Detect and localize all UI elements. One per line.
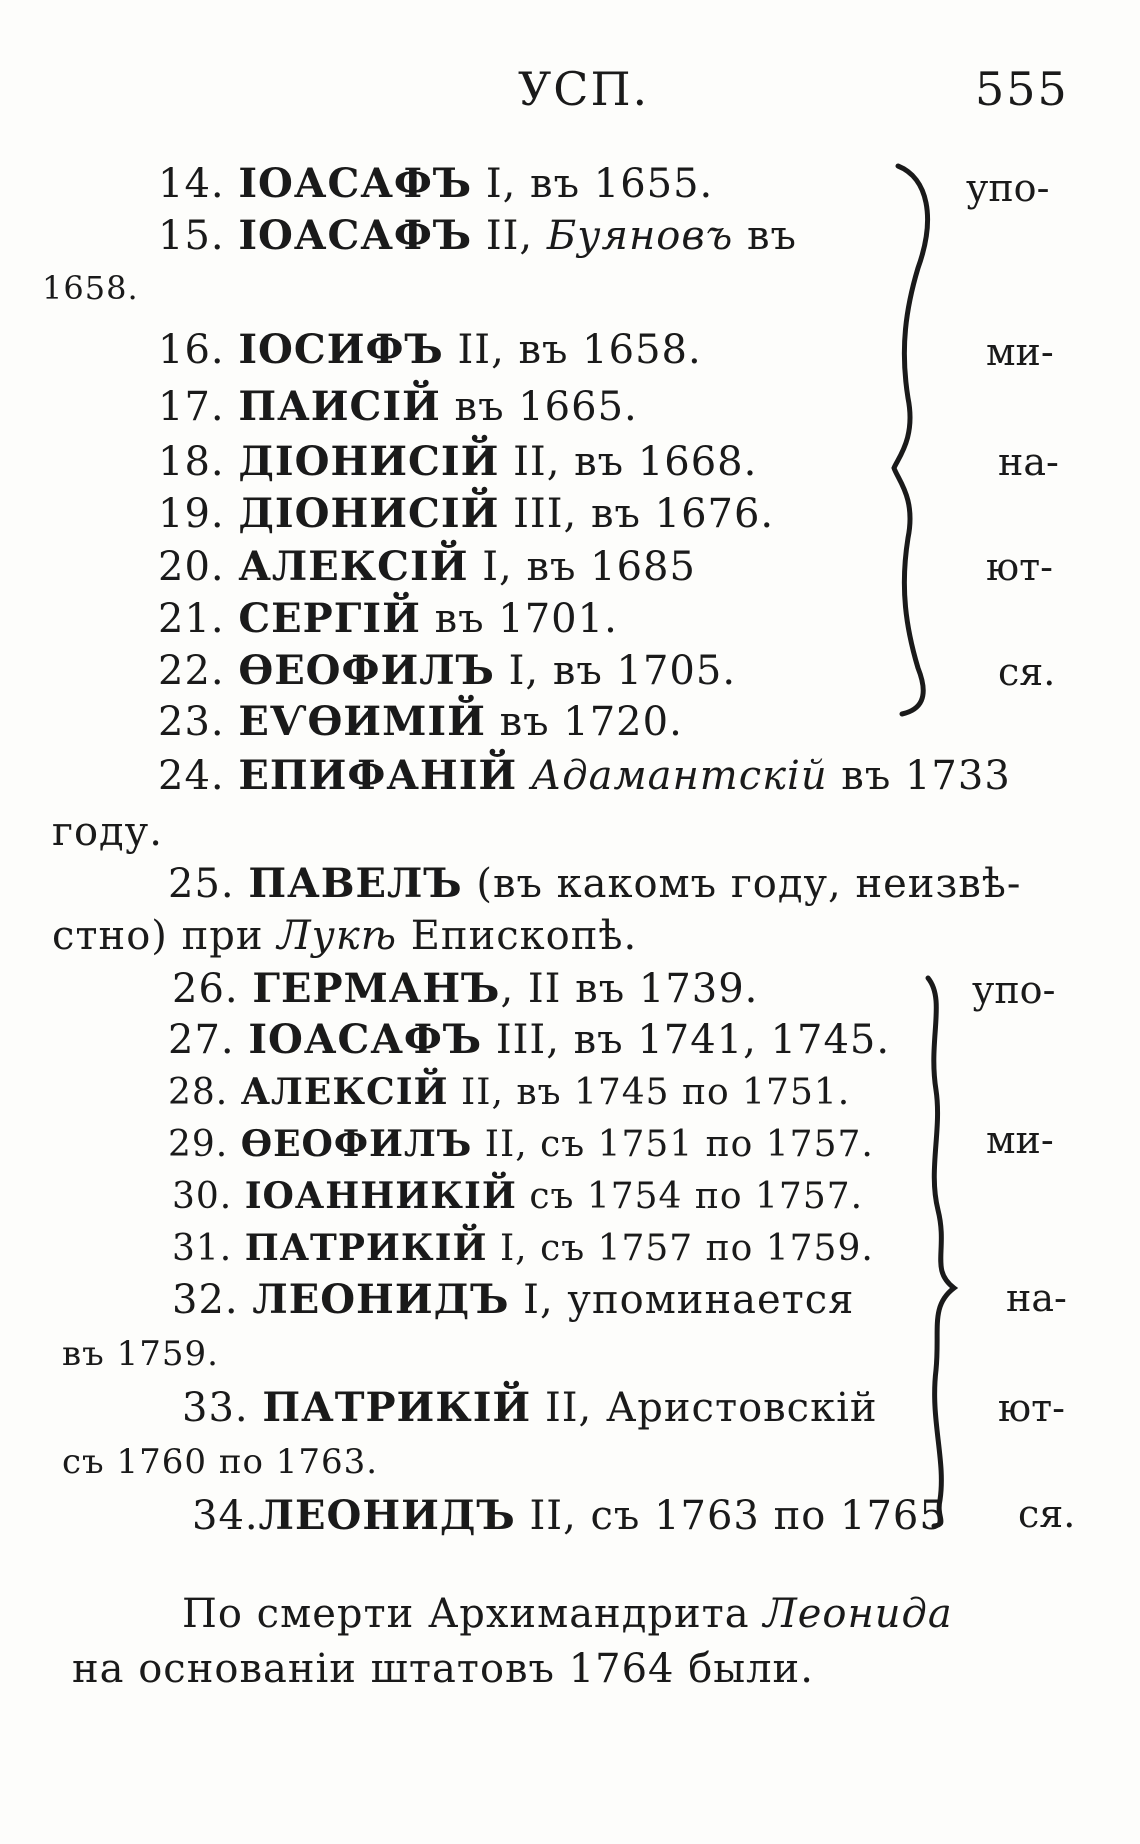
entry-text: I, въ 1705. [494,648,737,694]
continuation-text: Епископѣ. [397,913,638,959]
list-item [158,160,713,208]
curly-brace-group-1 [888,158,958,718]
list-item [168,1016,890,1064]
entry-name: ІОАСАФЪ [238,160,473,207]
entry-number: 24. [158,753,225,799]
entry-number: 20. [158,544,225,590]
entry-name: АЛЕКСІЙ [238,543,469,590]
entry-text: I, въ 1655. [472,161,714,207]
list-item [158,752,1011,800]
entry-text: въ 1665. [440,384,638,430]
entry-number: 32. [172,1277,239,1323]
list-item [158,698,683,746]
entry-continuation: въ 1759. [62,1334,219,1374]
entry-text: въ 1720. [485,699,683,745]
paragraph-text: По смерти Архимандрита [182,1591,764,1637]
entry-name: ІОАСАФЪ [238,212,473,259]
entry-number: 28. [168,1072,229,1113]
list-item [158,438,757,486]
entry-text: съ 1754 по 1757. [516,1176,864,1217]
page-number: 555 [975,62,1069,116]
entry-name: СЕРГІЙ [238,595,421,642]
entry-text: I, упоминается [509,1277,855,1323]
curly-brace-group-2 [918,970,988,1530]
entry-continuation [52,912,637,960]
entry-text: III, въ 1741, 1745. [482,1017,891,1063]
side-note: ся. [1018,1492,1076,1536]
list-item [168,860,1021,908]
entry-number: 34. [192,1493,259,1539]
entry-name: ѲЕОФИЛЪ [240,1123,473,1165]
entry-text: въ [733,213,797,259]
entry-name: ДІОНИСІЙ [238,490,500,537]
entry-number: 30. [172,1176,233,1217]
entry-text: II, [472,213,547,259]
list-item [172,1224,874,1273]
continuation-text: стно) при [52,913,278,959]
entry-text: , II въ 1739. [500,966,759,1012]
entry-continuation: году. [52,809,163,855]
list-item [172,1276,854,1324]
entry-name: ПАИСІЙ [238,383,441,430]
entry-number: 22. [158,648,225,694]
side-note: на- [998,440,1059,484]
entry-number: 14. [158,161,225,207]
paragraph-line [182,1588,953,1640]
side-note: упо- [972,968,1056,1012]
entry-name: АЛЕКСІЙ [240,1071,449,1113]
entry-name: ГЕРМАНЪ [252,965,501,1012]
entry-number: 16. [158,327,225,373]
list-item [158,212,797,260]
list-item [168,1068,850,1117]
entry-number: 26. [172,966,239,1012]
list-item [158,647,736,695]
entry-text: (въ какомъ году, неизвѣ- [462,861,1022,907]
entry-number: 31. [172,1228,233,1269]
list-item [182,1384,878,1432]
list-item [158,490,774,538]
entry-name: ЕПИФАНІЙ [238,752,518,799]
side-note: ми- [986,330,1054,374]
entry-name: ЛЕОНИДЪ [258,1492,516,1539]
entry-text: II, въ 1745 по 1751. [448,1072,851,1113]
entry-name: ДІОНИСІЙ [238,438,500,485]
entry-number: 27. [168,1017,235,1063]
entry-name: ПАТРИКІЙ [244,1227,488,1269]
side-note: упо- [966,166,1050,210]
side-note: на- [1006,1276,1067,1320]
list-item [168,1120,874,1169]
entry-name: ПАВЕЛЪ [248,860,463,907]
entry-name: ЛЕОНИДЪ [252,1276,510,1323]
entry-continuation: съ 1760 по 1763. [62,1442,379,1482]
list-item [192,1492,946,1540]
entry-number: 29. [168,1124,229,1165]
entry-number: 21. [158,596,225,642]
entry-text: въ 1701. [420,596,618,642]
entry-text: II, съ 1751 по 1757. [472,1124,874,1165]
list-item [158,543,696,591]
entry-italic-text: Адамантскій [530,753,828,799]
paragraph-line: на основаніи штатовъ 1764 были. [72,1646,814,1692]
entry-number: 33. [182,1385,249,1431]
entry-number: 18. [158,439,225,485]
entry-name: ІОАННИКІЙ [244,1175,517,1217]
list-item [172,965,758,1013]
entry-number: 23. [158,699,225,745]
entry-italic-text: Буяновъ [546,213,734,259]
list-item [158,595,618,643]
paragraph-italic-text: Леонида [763,1591,953,1637]
list-item [158,383,638,431]
entry-name: ПАТРИКІЙ [262,1384,532,1431]
entry-text: II, съ 1763 по 1765 [515,1493,946,1539]
entry-text: I, съ 1757 по 1759. [487,1228,874,1269]
entry-name: ѲЕОФИЛЪ [238,647,495,694]
list-item [158,326,702,374]
entry-text: II, въ 1668. [499,439,758,485]
entry-text: въ 1733 [827,753,1011,799]
side-note: ми- [986,1118,1054,1162]
entry-text: III, въ 1676. [499,491,775,537]
entry-name: ЕѴѲИМІЙ [238,698,486,745]
list-item [172,1172,863,1221]
side-note: ют- [986,545,1053,589]
entry-number: 25. [168,861,235,907]
continuation-italic-text: Лукѣ [277,913,397,959]
entry-text: I, въ 1685 [468,544,696,590]
entry-continuation: 1658. [42,269,139,307]
entry-text: II, въ 1658. [443,327,702,373]
entry-name: ІОСИФЪ [238,326,444,373]
entry-number: 15. [158,213,225,259]
entry-number: 19. [158,491,225,537]
entry-number: 17. [158,384,225,430]
entry-text: II, Аристовскій [531,1385,878,1431]
entry-text [517,753,531,799]
entry-name: ІОАСАФЪ [248,1016,483,1063]
running-header: УСП. [518,62,650,116]
side-note: ют- [998,1386,1065,1430]
side-note: ся. [998,650,1056,694]
